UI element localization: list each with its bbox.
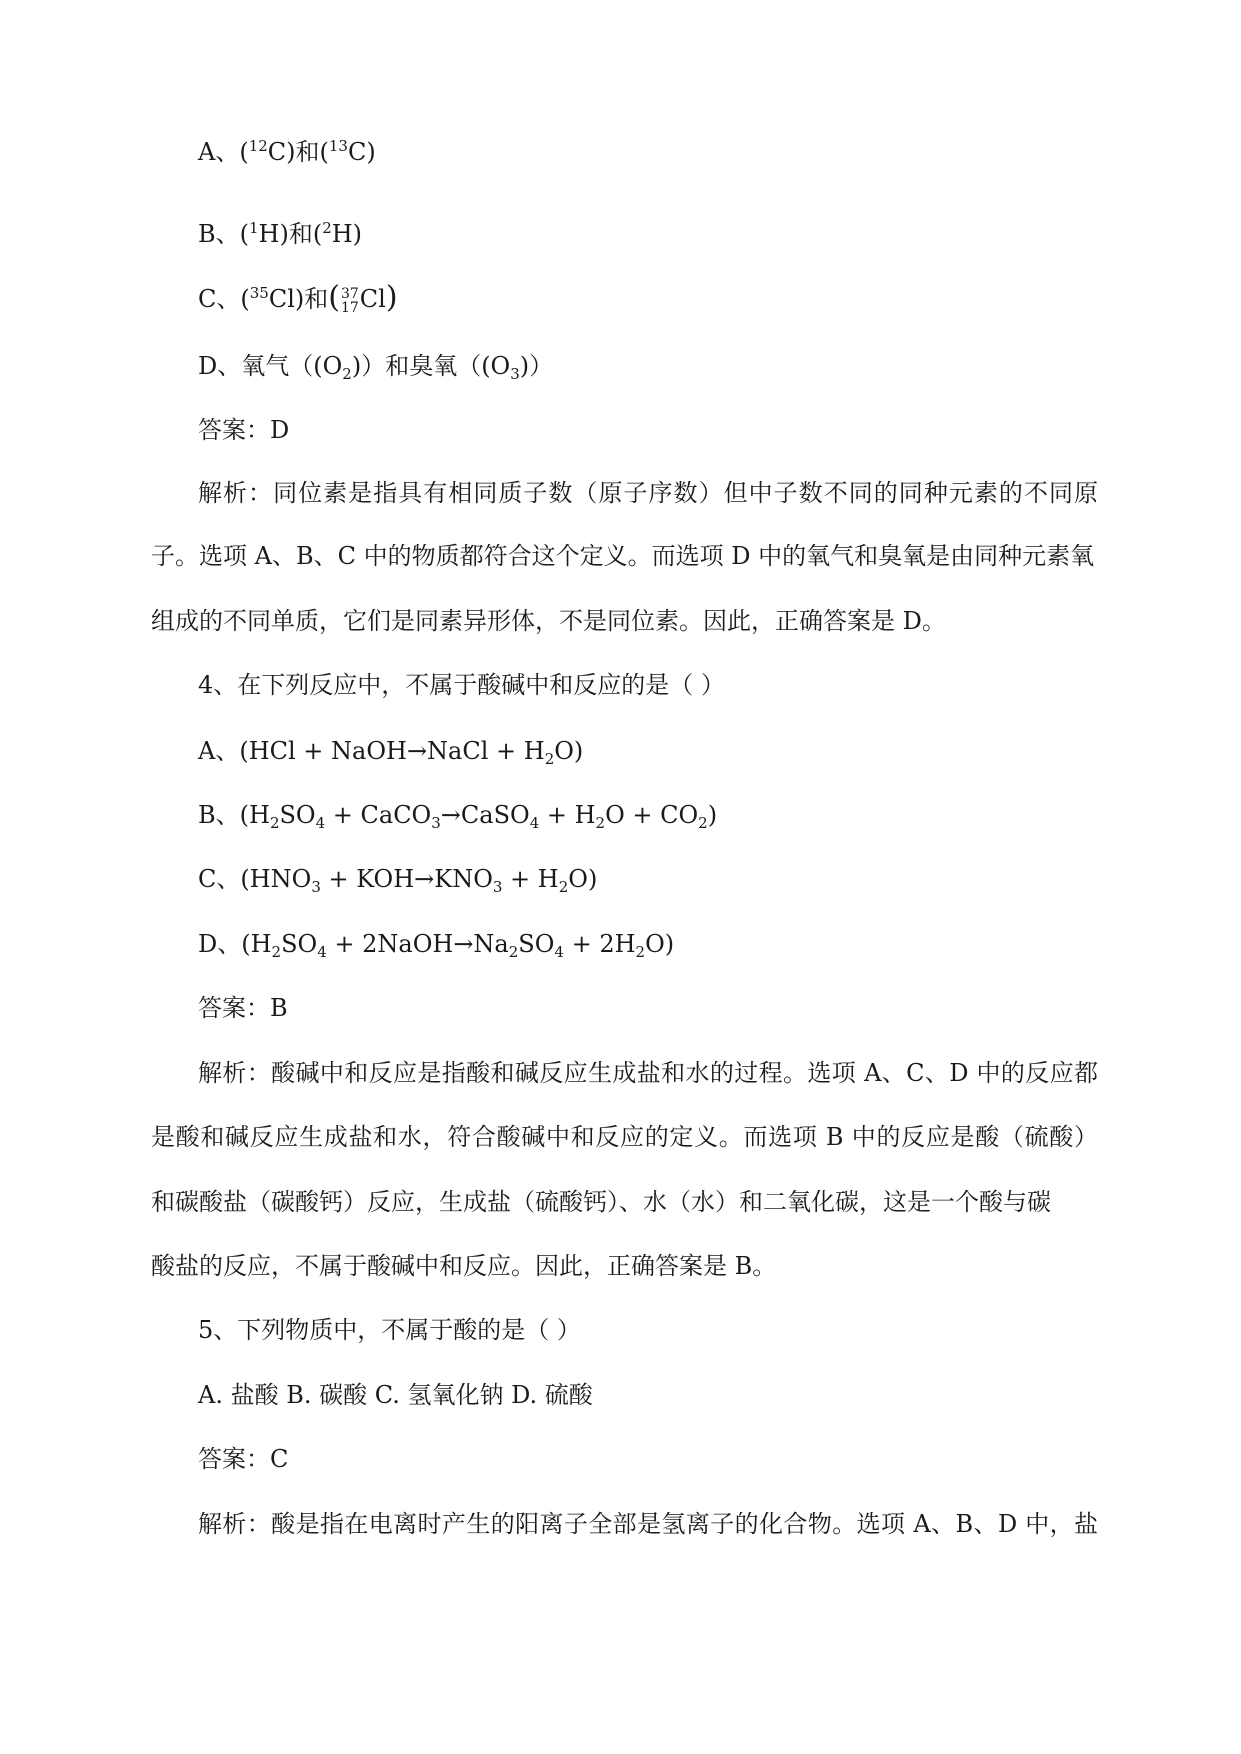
q4-analysis-line-3: 和碳酸盐（碳酸钙）反应，生成盐（硫酸钙）、水（水）和二氧化碳，这是一个酸与碳 <box>151 1188 1051 1216</box>
q4-option-b-s1: 2 <box>269 814 280 832</box>
q3-option-b-sup2: 2 <box>322 219 332 237</box>
q4-option-b <box>198 799 717 831</box>
q4-analysis-line-4: 酸盐的反应，不属于酸碱中和反应。因此，正确答案是 B。 <box>151 1252 777 1280</box>
q4-option-d-s4: 4 <box>554 943 564 961</box>
q3-option-d-prefix: D、氧气（(O <box>198 352 343 380</box>
q3-option-d-end: )） <box>519 352 554 380</box>
q4-option-b-t4: →CaSO <box>440 801 530 829</box>
q3-option-c-sup1: 35 <box>249 284 269 302</box>
q4-option-b-s6: 2 <box>698 814 708 832</box>
q4-option-b-t1: B、(H <box>198 801 270 829</box>
q3-answer: 答案：D <box>198 416 290 444</box>
q3-option-d <box>198 350 553 382</box>
q5-options: A. 盐酸 B. 碳酸 C. 氢氧化钠 D. 硫酸 <box>198 1381 593 1409</box>
q4-option-a-t2: O) <box>554 737 584 765</box>
q4-option-d-t3: + 2NaOH→Na <box>326 930 509 958</box>
q4-option-d <box>198 928 674 960</box>
q5-question: 5、下列物质中，不属于酸的是（ ） <box>198 1316 581 1344</box>
q4-option-b-t5: + H <box>539 801 596 829</box>
q3-option-b-end: H) <box>331 220 363 248</box>
q4-option-a <box>198 735 583 767</box>
q4-question: 4、在下列反应中，不属于酸碱中和反应的是（ ） <box>198 671 725 699</box>
q3-option-c-mid: Cl)和 <box>268 285 329 313</box>
q3-option-c-nuclide <box>341 287 359 315</box>
q4-analysis-line-1: 解析：酸碱中和反应是指酸和碱反应生成盐和水的过程。选项 A、C、D 中的反应都 <box>198 1059 1098 1087</box>
q3-option-a-prefix: A、( <box>198 138 249 166</box>
q4-option-d-t1: D、(H <box>198 930 272 958</box>
q3-option-d-sub1: 2 <box>342 365 352 383</box>
q4-option-d-s3: 2 <box>508 943 519 961</box>
q4-option-b-t3: + CaCO <box>325 801 432 829</box>
q4-option-d-t6: O) <box>645 930 675 958</box>
q4-option-d-s1: 2 <box>271 943 282 961</box>
q4-option-c-s3: 2 <box>558 878 569 896</box>
q3-option-a-mid: C)和( <box>267 138 329 166</box>
q4-option-b-s4: 4 <box>529 814 540 832</box>
q4-option-b-t2: SO <box>279 801 316 829</box>
q4-option-c-s1: 3 <box>311 878 321 896</box>
q3-option-c-paren-open: ( <box>328 280 340 315</box>
q4-option-a-t1: A、(HCl + NaOH→NaCl + H <box>198 737 545 765</box>
q3-option-c-prefix: C、( <box>198 285 250 313</box>
q4-option-c-t1: C、(HNO <box>198 865 312 893</box>
q4-option-d-t2: SO <box>281 930 318 958</box>
q4-option-b-t7: ) <box>707 801 718 829</box>
q3-option-c-paren-close: ) <box>385 280 398 315</box>
q3-option-a-end: C) <box>347 138 376 166</box>
q3-option-b-sup1: 1 <box>249 219 259 237</box>
q3-option-b-prefix: B、( <box>198 220 249 248</box>
q3-option-a-sup2: 13 <box>328 137 348 155</box>
q3-analysis-line-3: 组成的不同单质，它们是同素异形体，不是同位素。因此，正确答案是 D。 <box>151 607 946 635</box>
q4-answer: 答案：B <box>198 994 288 1022</box>
q4-option-b-s2: 4 <box>315 814 326 832</box>
q3-option-c-end: Cl <box>359 285 386 313</box>
q3-option-b <box>198 218 362 250</box>
q4-option-c-t2: + KOH→KNO <box>320 865 493 893</box>
q4-option-d-s2: 4 <box>317 943 327 961</box>
q3-option-a-sup1: 12 <box>248 137 268 155</box>
q3-option-c-atomic-number: 17 <box>340 299 359 316</box>
q4-option-b-t6: O + CO <box>605 801 699 829</box>
q5-analysis-line-1: 解析：酸是指在电离时产生的阳离子全部是氢离子的化合物。选项 A、B、D 中，盐 <box>198 1510 1098 1538</box>
q3-analysis-line-1: 解析：同位素是指具有相同质子数（原子序数）但中子数不同的同种元素的不同原 <box>198 479 1098 507</box>
q4-option-b-s3: 3 <box>431 814 441 832</box>
q3-option-c-mass-number: 37 <box>340 285 359 302</box>
q4-option-c-t3: + H <box>502 865 559 893</box>
q4-option-c <box>198 863 597 895</box>
q4-option-d-t5: + 2H <box>563 930 636 958</box>
q3-option-d-sub2: 3 <box>510 365 520 383</box>
q4-option-a-s1: 2 <box>544 750 555 768</box>
q4-option-d-s5: 2 <box>635 943 646 961</box>
q3-option-d-mid: )）和臭氧（(O <box>351 352 511 380</box>
q4-option-c-s2: 3 <box>492 878 503 896</box>
q3-option-b-mid: H)和( <box>258 220 323 248</box>
q3-option-c <box>198 282 398 315</box>
q3-analysis-line-2: 子。选项 A、B、C 中的物质都符合这个定义。而选项 D 中的氧气和臭氧是由同种元素氧 <box>151 542 1095 570</box>
q4-option-b-s5: 2 <box>595 814 606 832</box>
q4-analysis-line-2: 是酸和碱反应生成盐和水，符合酸碱中和反应的定义。而选项 B 中的反应是酸（硫酸） <box>151 1123 1098 1151</box>
q5-answer: 答案：C <box>198 1445 289 1473</box>
q4-option-c-t4: O) <box>568 865 598 893</box>
q4-option-d-t4: SO <box>518 930 555 958</box>
q3-option-a <box>198 136 376 168</box>
